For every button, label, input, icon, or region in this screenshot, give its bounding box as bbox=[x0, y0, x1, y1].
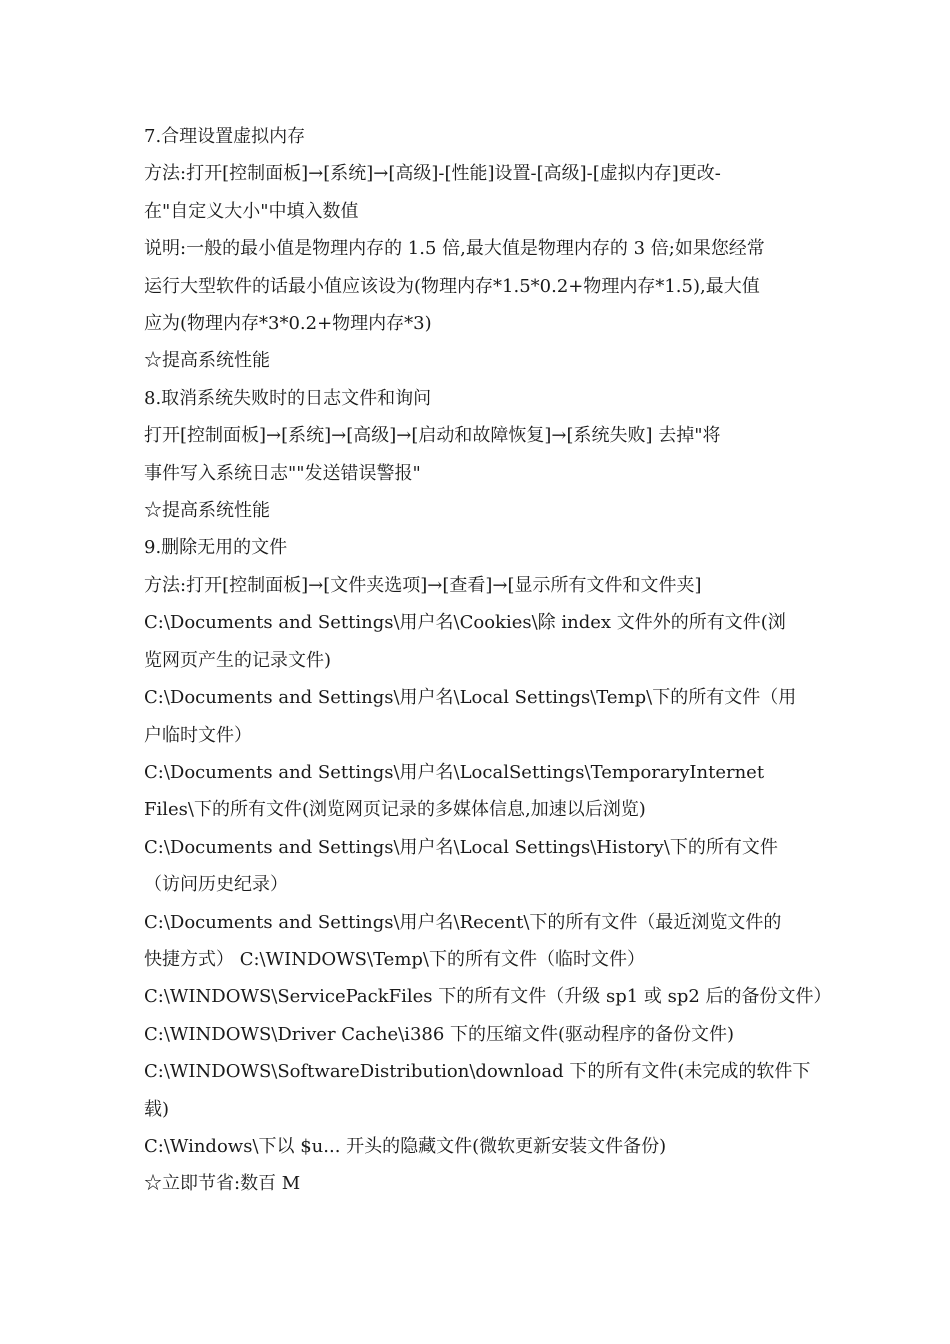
document-body bbox=[144, 118, 832, 1203]
paragraph-line: 说明:一般的最小值是物理内存的 1.5 倍,最大值是物理内存的 3 倍;如果您经常 bbox=[144, 238, 765, 260]
file-path-line: C:\WINDOWS\Driver Cache\i386 下的压缩文件(驱动程序的备份文件) bbox=[144, 1023, 735, 1045]
file-path-line: （访问历史纪录） bbox=[144, 874, 288, 896]
benefit-note: ☆提高系统性能 bbox=[144, 500, 270, 522]
paragraph-line: 事件写入系统日志""发送错误警报" bbox=[144, 462, 421, 484]
file-path-line: C:\WINDOWS\SoftwareDistribution\download 下的所有文件(未完成的软件下 bbox=[144, 1061, 811, 1083]
paragraph-line: 运行大型软件的话最小值应该设为(物理内存*1.5*0.2+物理内存*1.5),最大值 bbox=[144, 275, 760, 297]
file-path-line: C:\Windows\下以 $u... 开头的隐藏文件(微软更新安装文件备份) bbox=[144, 1135, 667, 1157]
file-path-line: 览网页产生的记录文件) bbox=[144, 649, 332, 671]
file-path-line: C:\Documents and Settings\用户名\Cookies\除 index 文件外的所有文件(浏 bbox=[144, 612, 786, 634]
file-path-line: 快捷方式） C:\WINDOWS\Temp\下的所有文件（临时文件） bbox=[144, 948, 645, 970]
file-path-line: C:\Documents and Settings\用户名\Local Settings\Temp\下的所有文件（用 bbox=[144, 687, 797, 709]
paragraph-line: 打开[控制面板]→[系统]→[高级]→[启动和故障恢复]→[系统失败] 去掉"将 bbox=[144, 425, 721, 447]
paragraph-line: 在"自定义大小"中填入数值 bbox=[144, 200, 359, 222]
file-path-line: C:\Documents and Settings\用户名\Local Settings\History\下的所有文件 bbox=[144, 836, 778, 858]
file-path-line: Files\下的所有文件(浏览网页记录的多媒体信息,加速以后浏览) bbox=[144, 799, 646, 821]
paragraph-line: 方法:打开[控制面板]→[文件夹选项]→[查看]→[显示所有文件和文件夹] bbox=[144, 574, 702, 596]
heading-disable-error-log: 8.取消系统失败时的日志文件和询问 bbox=[144, 387, 432, 409]
paragraph-line: 应为(物理内存*3*0.2+物理内存*3) bbox=[144, 313, 432, 335]
file-path-line: C:\WINDOWS\ServicePackFiles 下的所有文件（升级 sp1 或 sp2 后的备份文件） bbox=[144, 986, 832, 1008]
heading-delete-useless-files: 9.删除无用的文件 bbox=[144, 537, 288, 559]
file-path-line: C:\Documents and Settings\用户名\LocalSettings\TemporaryInternet bbox=[144, 761, 765, 783]
heading-virtual-memory: 7.合理设置虚拟内存 bbox=[144, 126, 306, 147]
file-path-line: 户临时文件） bbox=[144, 724, 252, 746]
paragraph-line: 方法:打开[控制面板]→[系统]→[高级]-[性能]设置-[高级]-[虚拟内存]更改- bbox=[144, 163, 721, 185]
benefit-note: ☆提高系统性能 bbox=[144, 350, 270, 372]
file-path-line: 载) bbox=[144, 1098, 170, 1120]
benefit-note: ☆立即节省:数百 M bbox=[144, 1173, 301, 1195]
file-path-line: C:\Documents and Settings\用户名\Recent\下的所有文件（最近浏览文件的 bbox=[144, 911, 782, 933]
